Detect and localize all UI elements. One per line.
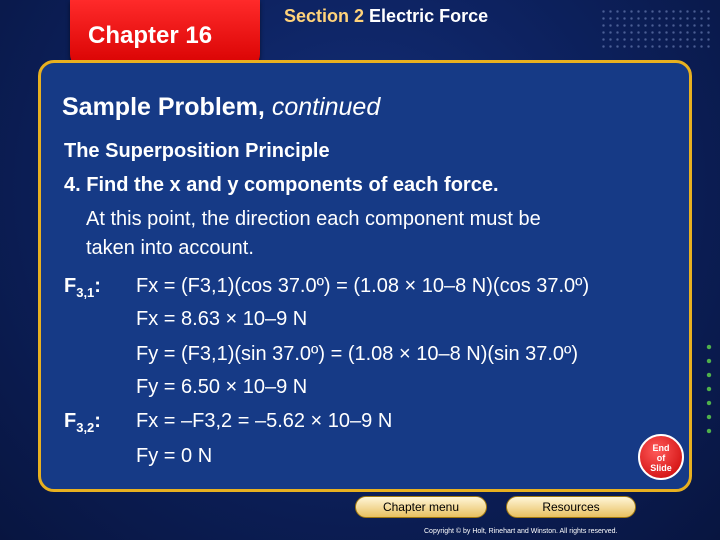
section-number: Section 2: [284, 6, 365, 26]
label-f31-sub: 3,1: [76, 285, 95, 300]
heading-main: Sample Problem,: [62, 93, 265, 121]
end-label-1: End: [652, 443, 670, 453]
section-title: [284, 6, 488, 27]
note-line-1: At this point, the direction each component must be: [86, 208, 541, 230]
principle-title: The Superposition Principle: [64, 140, 330, 162]
slide-heading: [62, 93, 380, 122]
equation-fx-32: Fx = –F3,2 = –5.62 × 10–9 N: [136, 410, 393, 432]
step-text: 4. Find the x and y components of each force.: [64, 174, 499, 196]
chapter-label: Chapter 16: [88, 22, 213, 49]
equation-fy-32: Fy = 0 N: [136, 445, 213, 467]
section-name: Electric Force: [369, 6, 489, 26]
equation-fx-31-result: Fx = 8.63 × 10–9 N: [136, 308, 308, 330]
resources-button[interactable]: Resources: [506, 496, 636, 518]
copyright-text: Copyright © by Holt, Rinehart and Winston. All rights reserved.: [424, 528, 618, 535]
decorative-dot-grid: [600, 8, 710, 48]
label-f32: $F_{3,2}$:: [64, 410, 101, 435]
end-label-3: Slide: [650, 463, 672, 473]
label-f32-main: F: [64, 410, 77, 432]
equation-fx-31: Fx = (F3,1)(cos 37.0º) = (1.08 × 10–8 N)(cos 37.0º): [136, 275, 590, 297]
end-label-2: of: [656, 453, 666, 463]
heading-continued: continued: [271, 93, 381, 121]
label-f31: $F_{3,1}$:: [64, 275, 101, 300]
label-f32-sub: 3,2: [76, 420, 95, 435]
end-of-slide-button[interactable]: [638, 434, 684, 480]
equation-fy-31-result: Fy = 6.50 × 10–9 N: [136, 376, 308, 398]
decorative-side-dots: [702, 340, 716, 440]
note-line-2: taken into account.: [86, 237, 254, 259]
chapter-menu-button[interactable]: Chapter menu: [355, 496, 487, 518]
equation-fy-31: Fy = (F3,1)(sin 37.0º) = (1.08 × 10–8 N)(sin 37.0º): [136, 343, 579, 365]
label-f31-main: F: [64, 275, 77, 297]
